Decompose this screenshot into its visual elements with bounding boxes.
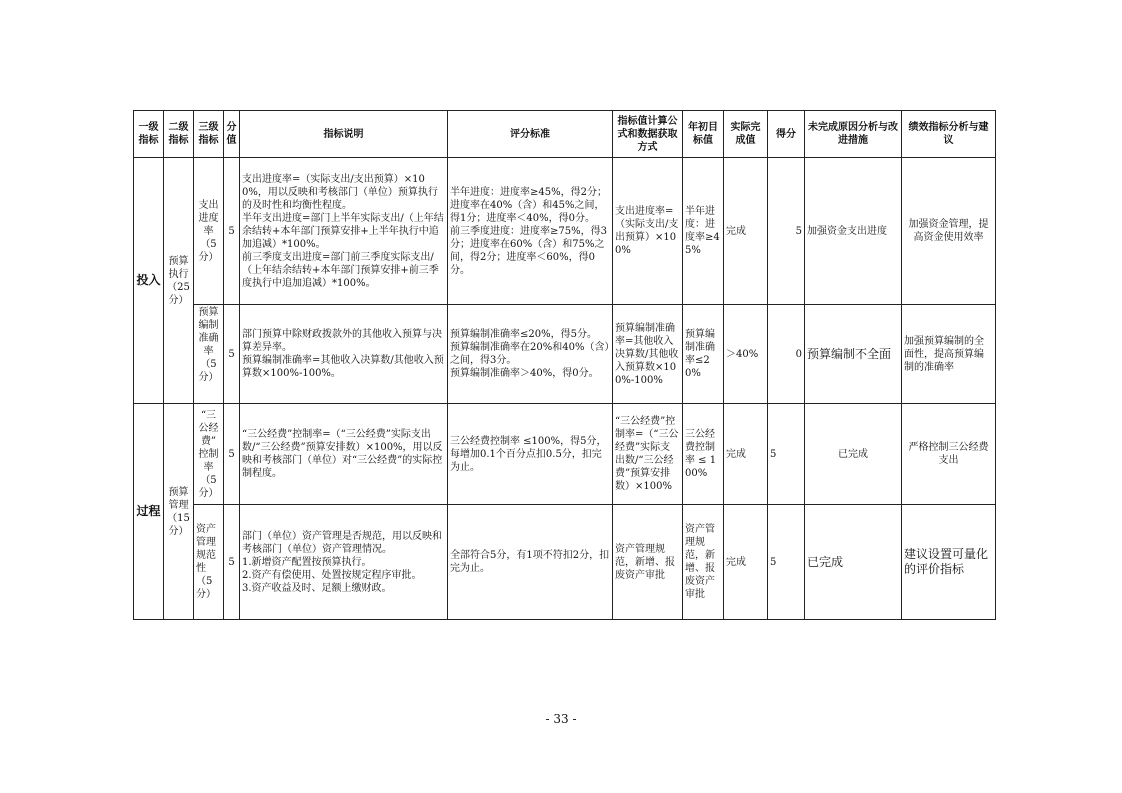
standard-cell: 半年进度：进度率≥45%，得2分；进度率在40%（含）和45%之间，得1分；进度率＜40%，得0分。 前三季度进度：进度率≥75%，得3分；进度率在60%（含）和75%之间，得2分；进度率＜60%，得0分。: [448, 158, 613, 305]
got-cell: 5: [768, 404, 805, 505]
header-description: 指标说明: [240, 111, 448, 158]
header-level1: 一级指标: [134, 111, 164, 158]
header-level2: 二级指标: [164, 111, 194, 158]
table-row: [134, 404, 996, 505]
formula-cell: 资产管理规范，新增、报废资产审批: [613, 505, 683, 620]
header-actual: 实际完成值: [724, 111, 768, 158]
header-score: 分值: [224, 111, 240, 158]
performance-table: [133, 110, 996, 620]
level1-cell: 过程: [134, 404, 164, 620]
actual-cell: ＞40%: [724, 305, 768, 404]
reason-cell: 加强资金支出进度: [805, 158, 902, 305]
description-cell: 部门（单位）资产管理是否规范，用以反映和考核部门（单位）资产管理情况。 1.新增资产配置按预算执行。 2.资产有偿使用、处置按规定程序审批。 3.资产收益及时、足额上缴财政。: [240, 505, 448, 620]
got-cell: 5: [768, 505, 805, 620]
reason-cell: 已完成: [805, 404, 902, 505]
formula-cell: 支出进度率=（实际支出/支出预算）×100%: [613, 158, 683, 305]
score-cell: 5: [224, 505, 240, 620]
target-cell: 三公经费控制率 ≤ 100%: [683, 404, 724, 505]
table-row: [134, 158, 996, 305]
table-row: [134, 505, 996, 620]
level3-cell: 预算编制准确率（5分）: [194, 305, 224, 404]
header-advice: 绩效指标分析与建议: [902, 111, 996, 158]
level3-cell: 资产管理规范性（5分）: [194, 505, 224, 620]
actual-cell: 完成: [724, 505, 768, 620]
standard-cell: 全部符合5分，有1项不符扣2分，扣完为止。: [448, 505, 613, 620]
score-cell: 5: [224, 404, 240, 505]
advice-cell: 建议设置可量化的评价指标: [902, 505, 996, 620]
page-number: - 33 -: [545, 712, 577, 726]
header-level3: 三级指标: [194, 111, 224, 158]
reason-cell: 已完成: [805, 505, 902, 620]
formula-cell: 预算编制准确率=其他收入决算数/其他收入预算数×100%-100%: [613, 305, 683, 404]
actual-cell: 完成: [724, 158, 768, 305]
table-row: [134, 305, 996, 404]
header-target: 年初目标值: [683, 111, 724, 158]
advice-cell: 加强预算编制的全面性，提高预算编制的准确率: [902, 305, 996, 404]
level2-cell: 预算执行（25分）: [164, 158, 194, 404]
reason-cell: 预算编制不全面: [805, 305, 902, 404]
header-reason: 未完成原因分析与改进措施: [805, 111, 902, 158]
standard-cell: 三公经费控制率 ≤100%，得5分，每增加0.1个百分点扣0.5分，扣完为止。: [448, 404, 613, 505]
level3-cell: “三公经费”控制率（5分）: [194, 404, 224, 505]
level1-cell: 投入: [134, 158, 164, 404]
advice-cell: 严格控制三公经费支出: [902, 404, 996, 505]
got-cell: 0: [768, 305, 805, 404]
target-cell: 资产管理规范，新增、报废资产审批: [683, 505, 724, 620]
level2-cell: 预算管理（15分）: [164, 404, 194, 620]
got-cell: 5: [768, 158, 805, 305]
advice-cell: 加强资金管理，提高资金使用效率: [902, 158, 996, 305]
level3-cell: 支出进度率（5分）: [194, 158, 224, 305]
description-cell: “三公经费”控制率=（“三公经费”实际支出数/“三公经费”预算安排数）×100%，用以反映和考核部门（单位）对“三公经费”的实际控制程度。: [240, 404, 448, 505]
header-row: [134, 111, 996, 158]
description-cell: 支出进度率=（实际支出/支出预算）×100%，用以反映和考核部门（单位）预算执行的及时性和均衡性程度。 半年支出进度=部门上半年实际支出/（上年结余结转+本年部门预算安排+上半年执行中追加追减）*100%。 前三季度支出进度=部门前三季度实际支出/（上年结余结转+本年部门预算安排+前三季度执行中追加追减）*100%。: [240, 158, 448, 305]
formula-cell: “三公经费”控制率=（“三公经费”实际支出数/“三公经费”预算安排数）×100%: [613, 404, 683, 505]
header-got: 得分: [768, 111, 805, 158]
actual-cell: 完成: [724, 404, 768, 505]
score-cell: 5: [224, 158, 240, 305]
standard-cell: 预算编制准确率≤20%，得5分。 预算编制准确率在20%和40%（含）之间，得3分。 预算编制准确率＞40%，得0分。: [448, 305, 613, 404]
header-standard: 评分标准: [448, 111, 613, 158]
target-cell: 半年进度：进度率≥45%: [683, 158, 724, 305]
score-cell: 5: [224, 305, 240, 404]
description-cell: 部门预算中除财政拨款外的其他收入预算与决算差异率。 预算编制准确率=其他收入决算数/其他收入预算数×100%-100%。: [240, 305, 448, 404]
target-cell: 预算编制准确率≤20%: [683, 305, 724, 404]
header-formula: 指标值计算公式和数据获取方式: [613, 111, 683, 158]
